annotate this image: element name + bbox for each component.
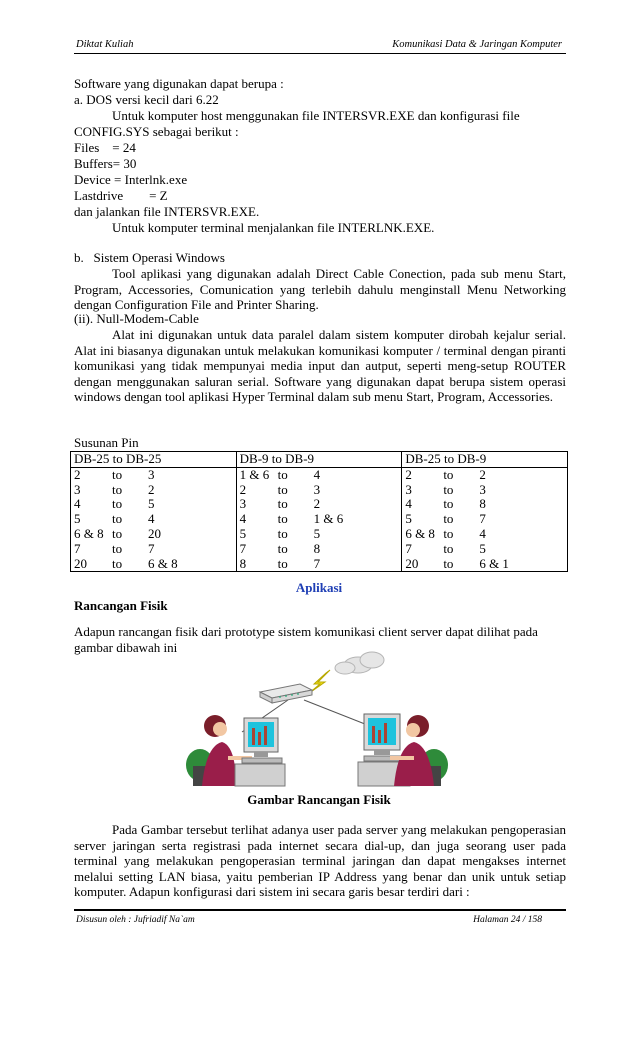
pin-number: 8 [239, 555, 247, 571]
rancangan-paragraph: Adapun rancangan fisik dari prototype sistem komunikasi client server dapat dilihat pada gambar dibawah ini [74, 624, 538, 655]
pin-connector-word: to [277, 496, 288, 512]
pin-number: 4 [405, 496, 412, 512]
intro-text: Software yang digunakan dapat berupa : [74, 76, 284, 91]
table-row [71, 467, 568, 482]
pin-connector-word: to [112, 540, 123, 556]
terminal-line: Untuk komputer terminal menjalankan file INTERLNK.EXE. [112, 220, 435, 235]
pin-number: 6 & 8 [405, 525, 435, 541]
pin-number: 2 [148, 481, 155, 497]
config-line: CONFIG.SYS sebagai berikut : [74, 124, 239, 139]
pin-connector-word: to [112, 466, 123, 482]
pin-connector-word: to [277, 481, 288, 497]
pin-number: 5 [313, 525, 321, 541]
header-right: Komunikasi Data & Jaringan Komputer [392, 39, 562, 50]
pin-number: 8 [479, 496, 486, 512]
pin-number: 3 [479, 481, 486, 497]
pin-connector-word: to [443, 511, 454, 527]
config-files: Files = 24 [74, 140, 136, 155]
table-row [71, 512, 568, 527]
pin-number: 7 [74, 540, 81, 556]
item-ii: (ii). Null-Modem-Cable [74, 311, 199, 326]
pin-number: 1 & 6 [239, 466, 270, 482]
windows-paragraph: Tool aplikasi yang digunakan adalah Direct Cable Conection, pada sub menu Start, Program, Accessories, Comunication yang terlebih dahulu menginstall Menu Networking dengan Configuration File and Printer Sharing. [74, 266, 566, 313]
table-row [71, 483, 568, 498]
pin-number: 2 [405, 466, 412, 482]
pin-number: 7 [239, 540, 247, 556]
network-line-right [304, 700, 370, 726]
pin-number: 20 [148, 525, 161, 541]
config-lastdrive: Lastdrive = Z [74, 188, 168, 203]
pin-number: 3 [148, 466, 155, 482]
pin-table-caption: Susunan Pin [74, 435, 139, 450]
pin-number: 5 [239, 525, 247, 541]
footer-rule [74, 909, 566, 911]
pin-number: 4 [74, 496, 81, 512]
pin-number: 5 [405, 511, 412, 527]
run-line: dan jalankan file INTERSVR.EXE. [74, 204, 260, 219]
pin-connector-word: to [112, 555, 123, 571]
pin-number: 5 [148, 496, 155, 512]
null-modem-paragraph: Alat ini digunakan untuk data paralel dalam sistem komputer dirobah kejalur serial. Alat ini biasanya digunakan untuk melakukan komunikasi komputer / terminal dengan piranti komunikasi yang tidak mempunyai media input dan autput, seperti meng-setup ROUTER dengan menggunakan saluran serial. Software yang digunakan dapat berupa sistem operasi windows dengan tool aplikasi Hyper Terminal dalam sub menu Start, Program, Accessories. [74, 327, 566, 405]
pin-number: 7 [313, 555, 321, 571]
pin-number: 2 [239, 481, 247, 497]
terminal-user-figure [358, 714, 448, 786]
pin-table [70, 451, 568, 572]
pin-number: 8 [313, 540, 321, 556]
final-paragraph: Pada Gambar tersebut terlihat adanya user pada server yang melakukan pengoperasian server jaringan serta registrasi pada internet secara dial-up, dan juga seorang user pada terminal yang melakukan pengoperasian terminal jaringan dan dapat mengakses internet melalui setting LAN biasa, yaitu pemberian IP Address yang benar dan unik untuk setiap komputer. Adapun konfigurasi dari sistem ini secara garis besar terdiri dari : [74, 822, 566, 900]
item-a: a. DOS versi kecil dari 6.22 [74, 92, 219, 107]
pin-number: 3 [313, 481, 321, 497]
pin-connector-word: to [443, 466, 454, 482]
network-illustration [180, 648, 460, 788]
pin-number: 20 [74, 555, 87, 571]
pin-connector-word: to [277, 525, 288, 541]
pin-number: 1 & 6 [313, 511, 344, 527]
pin-group-title: DB-25 to DB-9 [402, 452, 568, 468]
pin-number: 2 [74, 466, 81, 482]
header-left: Diktat Kuliah [76, 39, 134, 50]
pin-connector-word: to [112, 481, 123, 497]
pin-connector-word: to [112, 511, 123, 527]
item-b: b. Sistem Operasi Windows [74, 250, 225, 265]
table-row [71, 542, 568, 557]
table-row [71, 557, 568, 572]
pin-number: 2 [313, 496, 321, 512]
pin-connector-word: to [443, 540, 454, 556]
pin-number: 6 & 8 [74, 525, 104, 541]
pin-connector-word: to [443, 481, 454, 497]
figure-caption: Gambar Rancangan Fisik [247, 792, 391, 807]
pin-number: 4 [148, 511, 155, 527]
config-device: Device = Interlnk.exe [74, 172, 188, 187]
pin-number: 20 [405, 555, 419, 571]
pin-number: 5 [74, 511, 81, 527]
pin-group-title: DB-9 to DB-9 [236, 452, 402, 468]
pin-group-title: DB-25 to DB-25 [71, 452, 237, 468]
pin-number: 6 & 8 [148, 555, 178, 571]
cloud-icon [335, 652, 384, 674]
pin-number: 4 [239, 511, 247, 527]
pin-number: 2 [479, 466, 486, 482]
rancangan-heading: Rancangan Fisik [74, 598, 168, 613]
pin-connector-word: to [277, 511, 288, 527]
pin-number: 3 [239, 496, 247, 512]
pin-number: 3 [74, 481, 81, 497]
header-rule [74, 53, 566, 54]
pin-number: 4 [313, 466, 321, 482]
pin-number: 6 & 1 [479, 555, 509, 571]
pin-number: 7 [148, 540, 155, 556]
pin-number: 7 [479, 511, 486, 527]
pin-connector-word: to [277, 555, 288, 571]
config-buffers: Buffers= 30 [74, 156, 137, 171]
pin-number: 5 [479, 540, 486, 556]
table-row [71, 497, 568, 512]
footer-right: Halaman 24 / 158 [473, 915, 542, 925]
server-user-figure [186, 715, 285, 786]
pin-connector-word: to [443, 496, 454, 512]
pin-number: 3 [405, 481, 412, 497]
pin-connector-word: to [277, 466, 288, 482]
pin-connector-word: to [443, 525, 454, 541]
pin-connector-word: to [443, 555, 454, 571]
pin-connector-word: to [112, 525, 123, 541]
pin-number: 7 [405, 540, 412, 556]
table-row [71, 527, 568, 542]
pin-connector-word: to [277, 540, 288, 556]
host-line: Untuk komputer host menggunakan file INTERSVR.EXE dan konfigurasi file [112, 108, 520, 123]
footer-left: Disusun oleh : Jufriadif Na`am [76, 915, 195, 925]
aplikasi-heading: Aplikasi [295, 580, 343, 595]
pin-connector-word: to [112, 496, 123, 512]
pin-number: 4 [479, 525, 486, 541]
